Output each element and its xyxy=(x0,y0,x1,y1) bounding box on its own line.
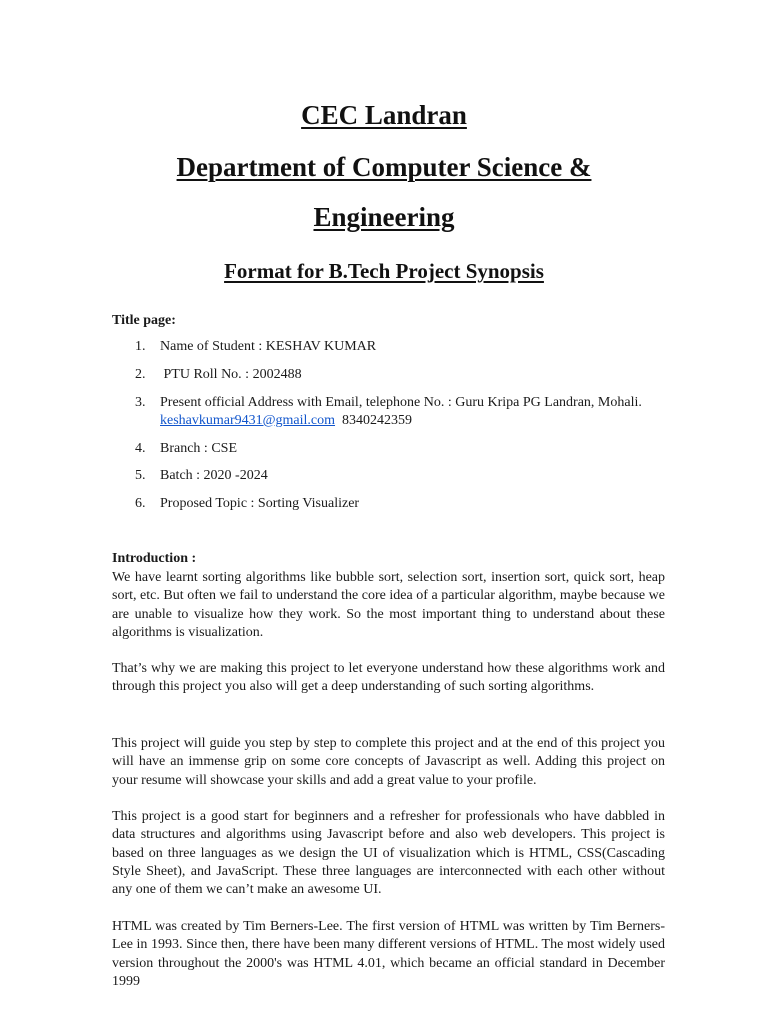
list-item xyxy=(112,338,665,356)
list-item-number: 1. xyxy=(135,339,146,354)
list-item-number: 6. xyxy=(135,496,146,512)
list-item-number: 3. xyxy=(135,394,146,410)
intro-paragraph-5: HTML was created by Tim Berners-Lee. The first version of HTML was written by Tim Berners-Lee in 1993. Since then, there have been many different versions of HTML. The most widely used version throughout the 2000's was HTML 4.01, which became an official standard in December 1999 xyxy=(112,919,665,989)
list-item xyxy=(112,467,665,485)
email-link[interactable]: keshavkumar9431@gmail.com xyxy=(160,412,336,428)
college-heading: CEC Landran xyxy=(301,100,467,130)
list-item-text: Branch : CSE xyxy=(160,440,237,456)
list-item-number: 5. xyxy=(135,468,146,484)
list-item xyxy=(112,440,665,458)
introduction-title: Introduction : xyxy=(112,551,197,566)
list-item-text: Proposed Topic : Sorting Visualizer xyxy=(160,496,360,512)
list-item-text: PTU Roll No. : 2002488 xyxy=(160,366,302,382)
intro-paragraph-4: This project is a good start for beginners and a refresher for professionals who have dabbled in data structures and algorithms using Javascript before and also web developers. This project is based on three languages as we design the UI of visualization which is HTML, CSS(Cascading Style Sheet), and JavaScript. These three languages are interconnected with each other without any one of them we can’t make an awesome UI. xyxy=(112,809,665,898)
list-item-number: 2. xyxy=(135,366,146,382)
list-item xyxy=(112,366,665,384)
format-title: Format for B.Tech Project Synopsis xyxy=(224,259,544,283)
list-item xyxy=(112,495,665,513)
address-text: Present official Address with Email, telephone No. : Guru Kripa PG Landran, Mohali. xyxy=(160,394,642,410)
list-item-text: Batch : 2020 -2024 xyxy=(160,468,268,484)
department-heading: Department of Computer Science & xyxy=(176,152,592,182)
list-item-number: 4. xyxy=(135,440,146,456)
list-item xyxy=(112,394,665,431)
intro-paragraph-1: We have learnt sorting algorithms like bubble sort, selection sort, insertion sort, quick sort, heap sort, etc. But often we fail to understand the core idea of a particular algorithm, maybe because we are unable to visualize how they work. So the most important thing to understand about these algorithms is visualization. xyxy=(112,570,665,640)
intro-paragraph-3: This project will guide you step by step to complete this project and at the end of this project you will have an immense grip on some core concepts of Javascript as well. Adding this project on your resume will showcase your skills and add a great value to your profile. xyxy=(112,736,665,788)
telephone-text: 8340242359 xyxy=(335,412,413,428)
title-page-label: Title page: xyxy=(112,313,176,328)
department-heading-continued: Engineering xyxy=(313,202,455,232)
list-item-text: Name of Student : KESHAV KUMAR xyxy=(160,339,377,354)
intro-paragraph-2: That’s why we are making this project to let everyone understand how these algorithms work and through this project you also will get a deep understanding of such sorting algorithms. xyxy=(112,661,665,695)
title-page-list xyxy=(112,338,665,523)
